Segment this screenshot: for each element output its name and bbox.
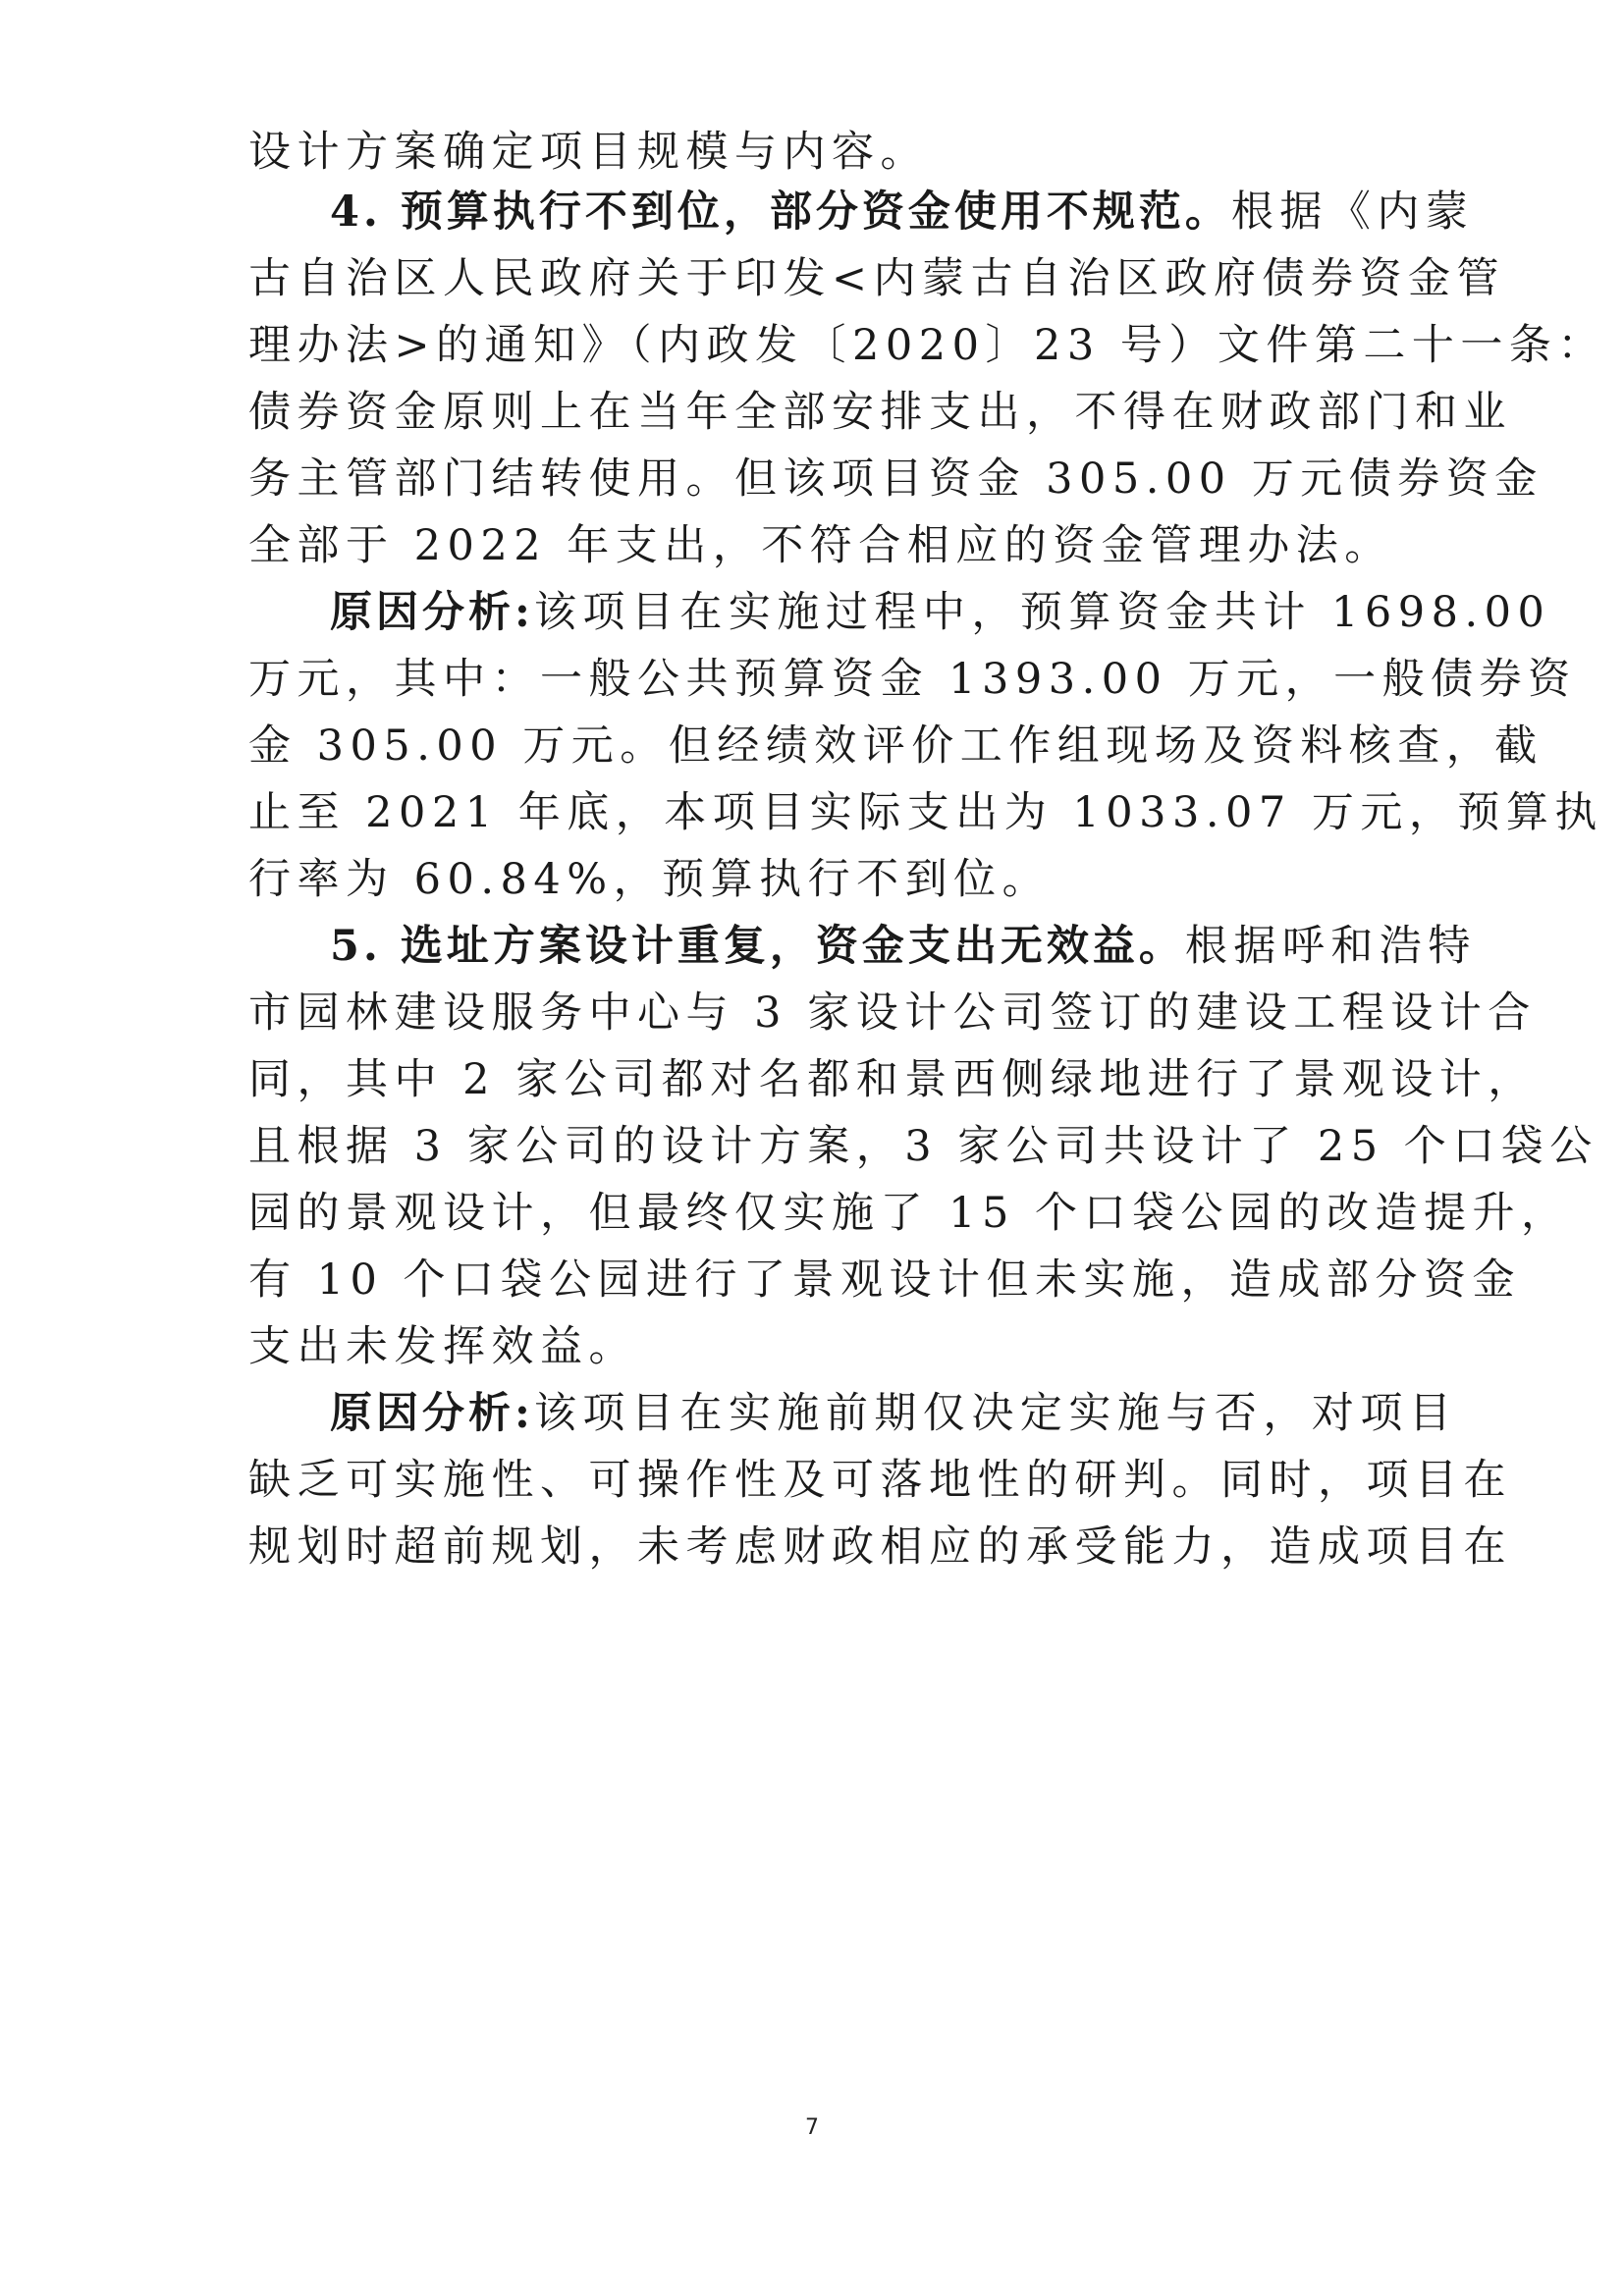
heading-bold-text: 5. 选址方案设计重复，资金支出无效益。 [330, 922, 1185, 971]
cause-analysis-label: 原因分析: [330, 588, 534, 637]
section-heading-5 [330, 912, 1477, 981]
heading-body-text: 根据呼和浩特 [1184, 922, 1477, 971]
text-line: 同，其中 2 家公司都对名都和景西侧绿地进行了景观设计， [248, 1055, 1537, 1104]
text-line: 全部于 2022 年支出，不符合相应的资金管理办法。 [248, 521, 1393, 570]
text-line: 务主管部门结转使用。但该项目资金 305.00 万元债券资金 [248, 454, 1543, 504]
text-line: 且根据 3 家公司的设计方案，3 家公司共设计了 25 个口袋公 [248, 1122, 1598, 1171]
text-line: 行率为 60.84%，预算执行不到位。 [248, 855, 1052, 904]
text-line: 市园林建设服务中心与 3 家设计公司签订的建设工程设计合 [248, 988, 1537, 1038]
cause-analysis-text: 该项目在实施过程中，预算资金共计 1698.00 [533, 588, 1551, 637]
heading-body-text: 根据《内蒙 [1230, 187, 1475, 237]
text-line: 规划时超前规划，未考虑财政相应的承受能力，造成项目在 [248, 1522, 1512, 1572]
text-line: 有 10 个口袋公园进行了景观设计但未实施，造成部分资金 [248, 1255, 1522, 1305]
text-line: 债券资金原则上在当年全部安排支出，不得在财政部门和业 [248, 388, 1512, 437]
cause-analysis-label: 原因分析: [330, 1389, 534, 1438]
text-line: 理办法>的通知》（内政发〔2020〕23 号）文件第二十一条： [248, 321, 1606, 370]
section-heading-4 [330, 178, 1475, 246]
cause-analysis-paragraph [330, 578, 1551, 647]
text-line: 止至 2021 年底，本项目实际支出为 1033.07 万元，预算执 [248, 788, 1603, 837]
text-line: 支出未发挥效益。 [248, 1322, 637, 1371]
text-line: 万元，其中：一般公共预算资金 1393.00 万元，一般债券资 [248, 655, 1577, 704]
cause-analysis-text: 该项目在实施前期仅决定实施与否，对项目 [533, 1389, 1458, 1438]
text-line: 设计方案确定项目规模与内容。 [248, 128, 929, 177]
text-line: 古自治区人民政府关于印发<内蒙古自治区政府债券资金管 [248, 254, 1506, 303]
text-line: 金 305.00 万元。但经绩效评价工作组现场及资料核查，截 [248, 721, 1543, 771]
cause-analysis-paragraph [330, 1379, 1458, 1448]
heading-bold-text: 4. 预算执行不到位，部分资金使用不规范。 [330, 187, 1231, 237]
text-line: 园的景观设计，但最终仅实施了 15 个口袋公园的改造提升， [248, 1189, 1570, 1238]
text-line: 缺乏可实施性、可操作性及可落地性的研判。同时，项目在 [248, 1456, 1512, 1505]
page-number: 7 [805, 2115, 819, 2140]
